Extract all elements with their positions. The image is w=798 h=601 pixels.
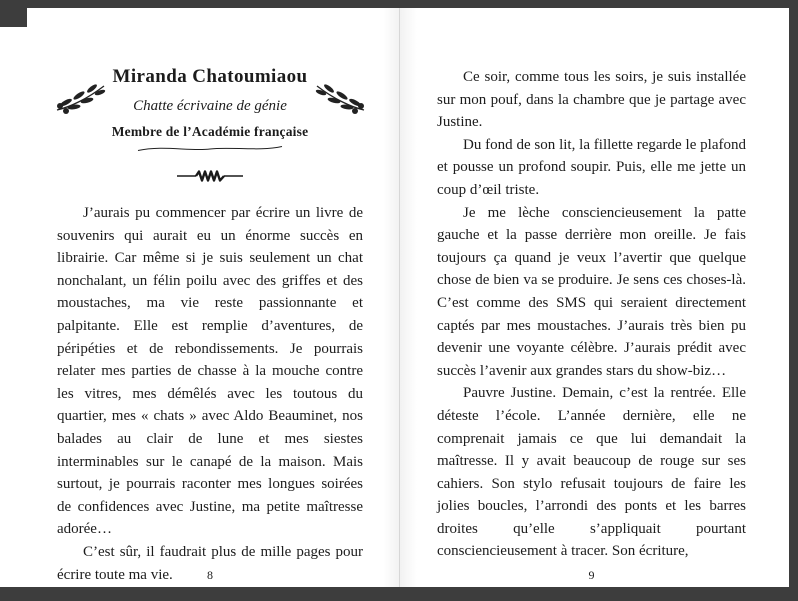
paragraph: Pauvre Justine. Demain, c’est la rentrée. Elle déteste l’école. L’année dernière, elle ne comprenait jamais ce que lui demandait la maîtresse. Il y avait beaucoup de rouge sur ses cahiers. Son stylo refusait toujours de faire les jolies boucles, l’arrondi des ponts et les barres droites qu’elle s’appliquait pourtant consciencieusement à tracer. Son écriture, xyxy=(437,385,746,560)
olive-branch-left-icon xyxy=(54,79,106,115)
title-stack xyxy=(113,66,308,115)
paragraph: Ce soir, comme tous les soirs, je suis installée sur mon pouf, dans la chambre que je partage avec Justine. xyxy=(437,69,746,131)
left-page-body xyxy=(57,202,363,586)
squiggle-divider-icon xyxy=(177,169,243,183)
paragraph: J’aurais pu commencer par écrire un livre de souvenirs qui aurait eu un énorme succès en librairie. Car même si je suis seulement un chat nonchalant, un félin poilu avec des griffes et des moustaches, ma vie reste passionnante et palpitante. Elle est remplie d’aventures, de péripéties et de rebondissements. Je pourrais relater mes parties de chasse à la mouche contre les vitres, mes démêlés avec les toutous du quartier, mes « chats » avec Aldo Beauminet, nos balades au clair de lune et mes siestes interminables sur le canapé de la maison. Mais surtout, je pourrais raconter mes longues soirées de confidences avec Justine, ma petite maîtresse adorée… xyxy=(57,205,363,538)
page-left xyxy=(57,8,363,587)
page-right xyxy=(437,8,746,587)
page-gutter-line xyxy=(399,8,400,587)
chapter-affiliation: Membre de l’Académie française xyxy=(111,124,309,139)
chapter-subtitle: Chatte écrivaine de génie xyxy=(133,98,287,114)
right-page-body xyxy=(437,66,746,563)
paragraph: Du fond de son lit, la fillette regarde le plafond et pousse un profond soupir. Puis, elle me jette un coup d’œil triste. xyxy=(437,136,746,198)
chapter-title: Miranda Chatoumiaou xyxy=(112,66,308,87)
paragraph: C’est sûr, il faudrait plus de mille pages pour écrire toute ma vie. xyxy=(57,543,363,583)
paragraph: Je me lèche consciencieusement la patte gauche et la passe derrière mon oreille. Je fais toujours ça quand je veux l’avertir que quelque chose de bien va se produire. Je sens ces choses-là. C’est comme des SMS qui seraient directement captés par mes moustaches. J’aurais très bien pu devenir une voyante célèbre. J’aurais prédit avec succès l’avenir aux grandes stars du show-biz… xyxy=(437,204,746,379)
photo-corner-mark xyxy=(0,0,27,27)
page-number-left: 8 xyxy=(207,568,213,582)
chapter-header xyxy=(57,66,363,188)
book-pages-sheet xyxy=(0,8,789,587)
title-row xyxy=(57,66,363,115)
gutter-shade xyxy=(383,8,417,587)
underline-flourish-icon xyxy=(135,144,285,153)
section-break xyxy=(57,169,363,188)
page-number-right: 9 xyxy=(588,568,595,582)
olive-branch-right-icon xyxy=(315,79,367,115)
